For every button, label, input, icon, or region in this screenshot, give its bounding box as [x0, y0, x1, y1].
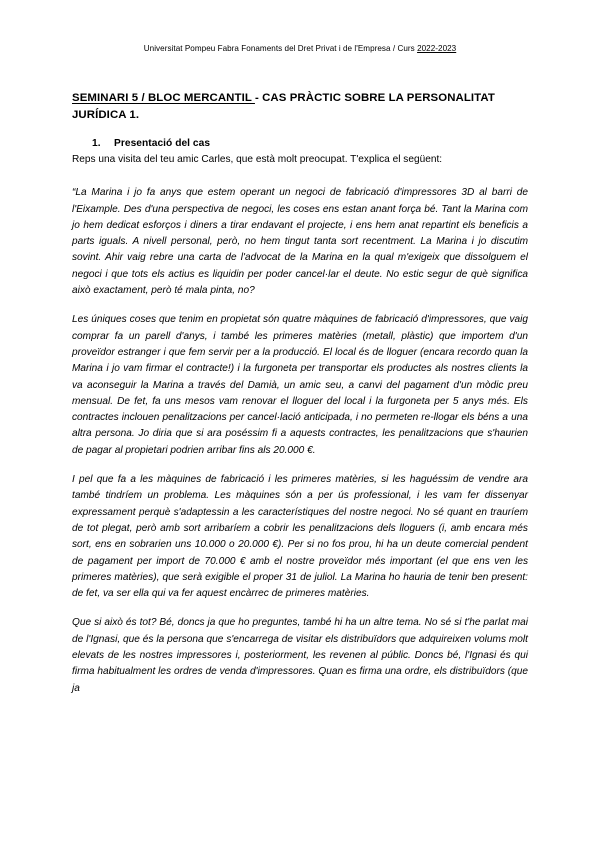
section-label: Presentació del cas	[114, 138, 211, 150]
quote-paragraph: Que si això és tot? Bé, doncs ja que ho preguntes, també hi ha un altre tema. No sé si t'he parlat mai de l'Ignasi, que és la persona que s'encarrega de visitar els distribuïdors que adquireixen volums molt elevats de les nostres impressores i, posteriorment, les revenen al públic. Doncs bé, l'Ignasi és qui firma habitualment les ordres de venda d'impressores. Quan es firma una ordre, els distribuïdors (que ja	[72, 617, 528, 694]
page-title-underlined-part: SEMINARI 5 / BLOC MERCANTIL	[72, 91, 255, 104]
quote-paragraph: “La Marina i jo fa anys que estem operant un negoci de fabricació d'impressores 3D al barri de l'Eixample. Des d'una perspectiva de negoci, les coses ens estan anant força bé. Tant la Marina com jo hem dedicat esforços i diners a tirar endavant el projecte, i ens hem anat repartint els beneficis a parts iguals. A nivell personal, però, no hem tingut tanta sort recentment. La Marina i jo discutim sovint. Ahir vaig rebre una carta de l'advocat de la Marina en la qual m'exigeix que dissolguem el negoci i que tots els actius es liquidin per poder cancel·lar el deute. No estic segur de què significa això exactament, però té mala pinta, no?	[72, 187, 528, 297]
section-number: 1.	[92, 138, 101, 150]
quote-paragraph: I pel que fa a les màquines de fabricació i les primeres matèries, si les haguéssim de vendre ara també tindríem un problema. Les màquines són a per ús professional, i les vam fer dissenyar expressament perquè s'adaptessin a les característiques del nostre negoci. No sé quant en trauríem de tot plegat, però amb sort arribaríem a cobrir les penalitzacions dels lloguers (i, amb encara més sort, ens en sobrarien uns 10.000 o 20.000 €). Per si no fos prou, hi ha un deute comercial pendent de pagament per import de 70.000 € amb el nostre proveïdor més important (el que ens ven les primeres matèries), que serà exigible el proper 31 de juliol. La Marina ho hauria de tenir ben present: de fet, va ser ella qui va fer aquest encàrrec de primeres matèries.	[72, 474, 528, 600]
section-heading	[72, 138, 528, 149]
running-header-course-year: 2022-2023	[417, 44, 457, 53]
page-title	[72, 90, 530, 124]
document-body	[72, 152, 528, 697]
running-header	[72, 44, 528, 53]
quote-paragraph: Les úniques coses que tenim en propietat són quatre màquines de fabricació d'impressores, que vaig comprar fa un parell d'anys, i també les primeres matèries (metall, plàstic) que importem d'un proveïdor estranger i que fem servir per a la producció. El local és de lloguer (encara recordo quan la Marina i jo vam firmar el contracte!) i la furgoneta per transportar els productes als nostres clients la va aconseguir la Marina a través del Damià, un amic seu, a canvi del pagament d'un mòdic preu mensual. De fet, fa uns mesos vam renovar el lloguer del local i la furgoneta per 5 anys més. Els contractes inclouen penalitzacions per cancel·lació anticipada, i no permeten re-llogar els béns a una altra persona. Jo diria que si ara poséssim fi a aquests contractes, les penalitzacions que s'haurien de pagar al propietari podrien arribar fins als 20.000 €.	[72, 314, 528, 456]
intro-paragraph: Reps una visita del teu amic Carles, que està molt preocupat. T'explica el següent:	[72, 154, 443, 165]
running-header-main: Universitat Pompeu Fabra Fonaments del Dret Privat i de l'Empresa / Curs	[143, 44, 418, 53]
page-title-rest: - CAS PRÀCTIC SOBRE LA PERSONALITAT JURÍDICA 1.	[72, 91, 495, 121]
